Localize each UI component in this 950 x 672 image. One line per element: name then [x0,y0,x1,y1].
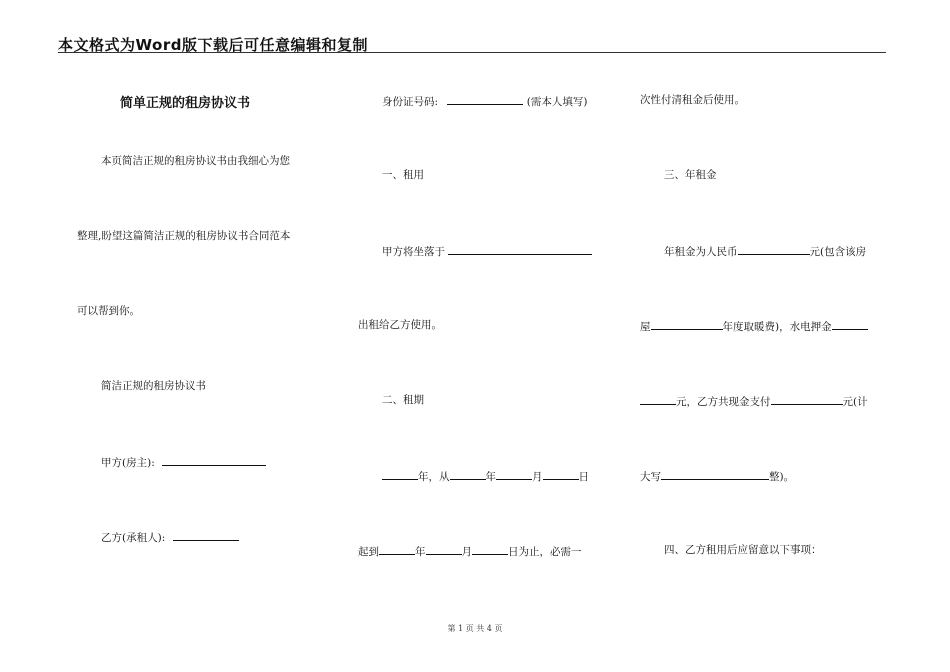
intro-line-1: 本页简洁正规的租房协议书由我细心为您 [101,155,290,167]
intro-line-3: 可以帮到你。 [77,305,140,317]
party-a-line [101,454,266,470]
section-4-heading: 四、乙方租用后应留意以下事项： [664,544,822,556]
id-number-line [382,93,587,109]
header-divider [58,52,886,53]
term-year-text-1: 年，从 [418,471,450,483]
term-month-blank [496,468,532,480]
page-number-footer: 第 1 页 共 4 页 [447,624,503,633]
payment-line: 次性付清租金后使用。 [640,94,745,106]
rent-label: 年租金为人民币 [664,246,738,258]
party-b-label: 乙方(承租人): [101,532,166,544]
location-label: 甲方将坐落于 [382,246,445,258]
term-end-start: 起到 [358,546,379,558]
lease-text: 出租给乙方使用。 [358,319,442,331]
id-blank [447,93,523,105]
term-day-blank [543,468,579,480]
term-end-year: 年 [415,546,426,558]
caps-tail: 整)。 [769,471,795,483]
term-month-text: 月 [532,471,543,483]
total-payment-blank [771,393,843,405]
caps-label: 大写 [640,471,661,483]
id-note: (需本人填写) [526,96,588,108]
term-year-text-2: 年 [485,471,496,483]
caps-blank [661,468,769,480]
rent-line [664,243,866,259]
heating-mid: 年度取暖费)，水电押金 [722,321,832,333]
deposit-line [640,393,868,409]
section-1-heading: 一、租用 [382,169,424,181]
rent-tail: 元(包含该房 [809,246,867,258]
subtitle: 简洁正规的租房协议书 [101,380,206,392]
rent-blank [738,243,810,255]
term-year-blank-1 [382,468,418,480]
term-year-blank-2 [450,468,486,480]
party-a-blank [162,454,266,466]
location-blank [448,243,592,255]
term-end-line [358,543,582,559]
term-start-line [382,468,589,484]
deposit-blank-1 [832,318,868,330]
party-b-line [101,529,239,545]
term-end-month-blank [426,543,462,555]
party-b-blank [173,529,239,541]
deposit-blank-2 [640,393,676,405]
term-end-tail: 日为止，必需一 [508,546,582,558]
term-day-text: 日 [578,471,589,483]
term-end-year-blank [379,543,415,555]
deposit-mid: 元，乙方共现金支付 [676,396,771,408]
location-line [382,243,592,259]
term-end-month: 月 [461,546,472,558]
term-end-day-blank [472,543,508,555]
capitalized-amount-line [640,468,794,484]
heating-start: 屋 [640,321,651,333]
section-3-heading: 三、年租金 [664,169,717,181]
deposit-tail: 元(计 [842,396,868,408]
header-title: 本文格式为Word版下载后可任意编辑和复制 [58,36,368,54]
heating-line [640,318,868,334]
intro-line-2: 整理,盼望这篇简洁正规的租房协议书合同范本 [77,230,291,242]
id-label: 身份证号码: [382,96,439,108]
party-a-label: 甲方(房主): [101,457,155,469]
heating-blank [651,318,723,330]
document-title: 简单正规的租房协议书 [120,96,251,111]
section-2-heading: 二、租期 [382,394,424,406]
